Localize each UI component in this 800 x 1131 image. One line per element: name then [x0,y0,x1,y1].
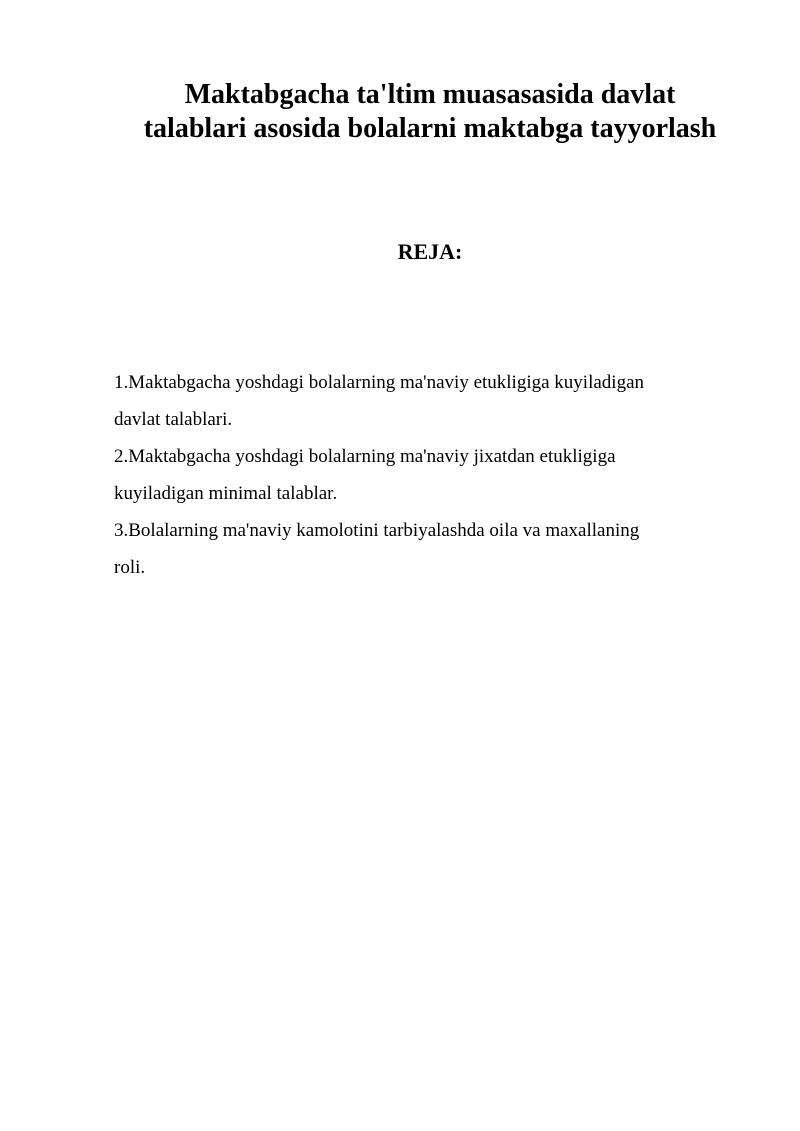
plan-heading: REJA: [397,239,463,264]
document-title-line: Maktabgacha ta'ltim muasasasida davlat [184,79,676,110]
plan-item-line: 1.Maktabgacha yoshdagi bolalarning ma'naviy etukligiga kuyiladigan [114,372,645,393]
plan-item-line: davlat talablari. [114,409,233,430]
plan-item-line: kuyiladigan minimal talablar. [114,483,338,504]
document-title [100,78,760,146]
plan-item-line: roli. [114,557,146,578]
plan-item [114,364,734,438]
plan-item [114,512,734,586]
plan-item [114,438,734,512]
plan-item-line: 3.Bolalarning ma'naviy kamolotini tarbiyalashda oila va maxallaning [114,520,640,541]
plan-list [114,364,734,586]
plan-item-line: 2.Maktabgacha yoshdagi bolalarning ma'naviy jixatdan etukligiga [114,446,616,467]
document-title-line: talablari asosida bolalarni maktabga tayyorlash [143,113,717,144]
